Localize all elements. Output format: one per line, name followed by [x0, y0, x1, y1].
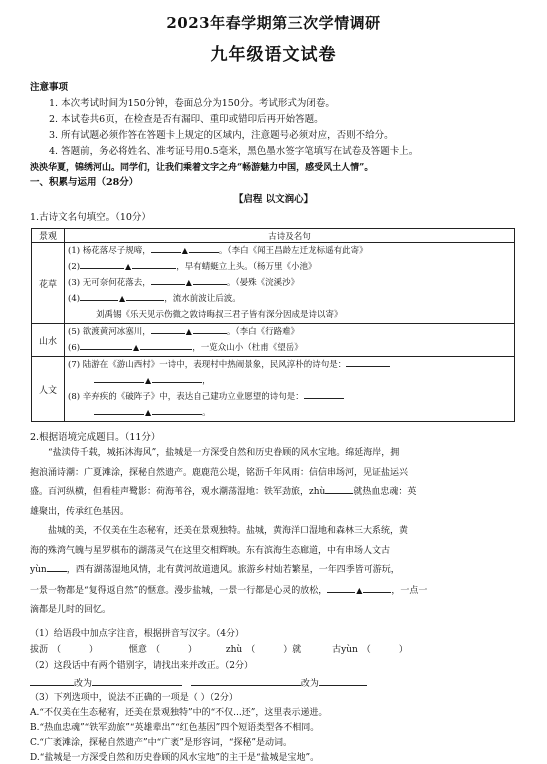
culture-rows: [65, 357, 515, 422]
triangle-icon: ▲: [181, 246, 188, 255]
poem-row-3: (3) 无可奈何花落去， ▲ 。（晏殊《浣溪沙》: [68, 275, 511, 291]
poem-row-6: (6) ▲ ，一览众山小（杜甫《望岳》: [68, 340, 511, 356]
passage-line-8: 一景一物都是“复得返自然”的惬意。漫步盐城，一景一行都是心灵的放松， ▲ ，一点一: [30, 581, 520, 602]
option-b: B.“热血忠魂”“铁军劲旅”“英雄辈出”“红色基因”四个短语类型各不相同。: [30, 723, 320, 733]
q2-3-stem: （3）下列选项中，说法不正确的一项是（ ）（2分）: [30, 693, 238, 703]
mountain-rows: [65, 324, 515, 357]
category-mountain: 山水: [32, 324, 65, 357]
pinyin-zhu: zhù: [309, 487, 326, 497]
answer-blank[interactable]: [92, 676, 182, 686]
answer-blank[interactable]: [30, 676, 74, 686]
notice-heading: 注意事项: [30, 82, 69, 93]
col-poem: 古诗及名句: [65, 229, 515, 243]
category-culture: 人文: [32, 357, 65, 422]
answer-blank[interactable]: [363, 583, 391, 593]
triangle-icon: ▲: [145, 376, 152, 385]
triangle-icon: ▲: [125, 262, 132, 271]
triangle-icon: ▲: [356, 585, 363, 595]
answer-blank[interactable]: [193, 275, 227, 285]
triangle-icon: ▲: [119, 294, 126, 303]
q2-2-stem: （2）这段话中有两个错别字，请找出来并改正。（2分）: [30, 661, 253, 671]
q2-1-words: 拔沥 （ ） 惬意 （ ） zhù （ ）就 古yùn （ ）: [30, 645, 408, 655]
notice-item-2: 2. 本试卷共6页，在检查是否有漏印、重印或错印后再开始答题。: [49, 114, 324, 125]
passage-line-1: “盐渎侍千载，城拓沐海风”，盐城是一方深受自然和历史眷顾的风水宝地。绵延海岸，拥: [48, 448, 400, 458]
passage-line-6: 海的殊湾气魄与星罗棋布的湖荡灵气在这里交相辉映。东有滨海生态廊道，中有串场人文古: [30, 545, 391, 556]
passage-line-4: 雄聚出，传承红色基因。: [30, 506, 130, 517]
notice-item-3: 3. 所有试题必须作答在答题卡上规定的区域内，注意题号必须对应，否则不给分。: [49, 130, 394, 141]
exam-subtitle: 九年级语文试卷: [210, 45, 337, 65]
answer-blank[interactable]: [189, 243, 219, 253]
answer-blank[interactable]: [126, 291, 164, 301]
section-banner: 【启程 以文润心】: [233, 194, 314, 205]
answer-blank[interactable]: [191, 676, 301, 686]
poem-row-8-cont: ▲ 。: [68, 405, 511, 421]
poem-row-1: (1) 杨花落尽子规啼， ▲ 。（李白《闻王昌龄左迁龙标遥有此寄》: [68, 243, 511, 259]
answer-blank[interactable]: [152, 373, 202, 383]
option-c: C.“广袤滩涂，探秘自然遗产”中“广袤”是形容词，“探秘”是动词。: [30, 738, 293, 748]
answer-blank[interactable]: [325, 484, 353, 494]
poem-table: [31, 228, 515, 422]
passage-line-3: 盛。百河纵横，但看桂声鹭影：荷海苇谷，观水潮荡湿地：铁军劲旅，zhù 就热血忠魂：英: [30, 483, 520, 503]
notice-item-1: 1. 本次考试时间为150分钟，卷面总分为150分。考试形式为闭卷。: [49, 98, 335, 109]
answer-blank[interactable]: [346, 357, 390, 367]
section-1-heading: 一、积累与运用（28分）: [30, 177, 139, 188]
exam-title: 2023年春学期第三次学情调研: [166, 14, 381, 32]
answer-blank[interactable]: [47, 562, 67, 572]
triangle-icon: ▲: [133, 343, 140, 352]
answer-blank[interactable]: [319, 676, 367, 686]
poem-row-4-source: 刘禹锡《乐天见示伤微之敦诗晦叔三君子皆有深分因成是诗以寄》: [96, 310, 343, 320]
option-a: A.“不仅美在生态秘宥，还美在景观独特”中的“不仅...还”，这里表示递进。: [30, 708, 328, 718]
notice-item-4: 4. 答题前，务必将姓名、准考证号用0.5毫米，黑色墨水签字笔填写在试卷及答题卡上。: [49, 146, 419, 157]
triangle-icon: ▲: [185, 327, 192, 336]
poem-row-5: (5) 欲渡黄河冰塞川， ▲ 。（李白《行路难》: [68, 324, 511, 340]
flower-rows: [65, 243, 515, 324]
col-category: 景观: [32, 229, 65, 243]
q2-passage: [30, 444, 520, 621]
passage-line-5: 盐城的美，不仅美在生态秘宥，还美在景观独特。盐城，黄海洋口湿地和森林三大系统，黄: [48, 526, 409, 536]
triangle-icon: ▲: [185, 278, 192, 287]
poem-row-7-cont: ▲ ，: [68, 373, 511, 389]
poem-row-7: (7) 陆游在《游山西村》一诗中，表现村中热闹景象，民风淳朴的诗句是：: [68, 357, 511, 373]
passage-line-2: 抱浪涌诗潮：广夏滩涂，探秘自然遗产。鹿鹿范公堤，铭沥千年风雨：信信串场河，见证盐运兴: [30, 467, 409, 478]
triangle-icon: ▲: [145, 408, 152, 417]
answer-blank[interactable]: [304, 389, 344, 399]
motto: 泱泱华夏，锦绣河山。同学们，让我们乘着文字之舟“畅游魅力中国，感受风土人情”。: [30, 163, 374, 173]
poem-row-8: (8) 辛弃疾的《破阵子》中，表达自己建功立业愿望的诗句是：: [68, 389, 511, 405]
poem-row-4: (4) ▲ ，流水前波让后波。: [68, 291, 511, 307]
q2-stem: 2.根据语境完成题目。（11分）: [30, 432, 161, 443]
q1-stem: 1.古诗文名句填空。（10分）: [30, 212, 151, 223]
poem-row-2: (2) ▲ ，早有蜻蜓立上头。（杨万里《小池》: [68, 259, 511, 275]
passage-line-9: 滴都是儿时的回忆。: [30, 605, 112, 615]
q2-1-stem: （1）给语段中加点字注音，根据拼音写汉字。（4分）: [30, 629, 244, 639]
category-flower: 花草: [32, 243, 65, 324]
passage-line-7: yùn ，西有湖荡湿地风情，北有黄河故道遗风。旅游乡村灿若繁星，一年四季皆可游玩，: [30, 561, 520, 581]
answer-blank[interactable]: [140, 340, 192, 350]
answer-blank[interactable]: [193, 324, 227, 334]
option-d: D.“盐城是一方深受自然和历史眷顾的风水宝地”的主干是“盐城是宝地”。: [30, 753, 320, 763]
answer-blank[interactable]: [132, 259, 176, 269]
q2-2-answer: 改为 改为: [30, 676, 367, 690]
answer-blank[interactable]: [152, 405, 202, 415]
pinyin-yun: yùn: [30, 565, 47, 575]
